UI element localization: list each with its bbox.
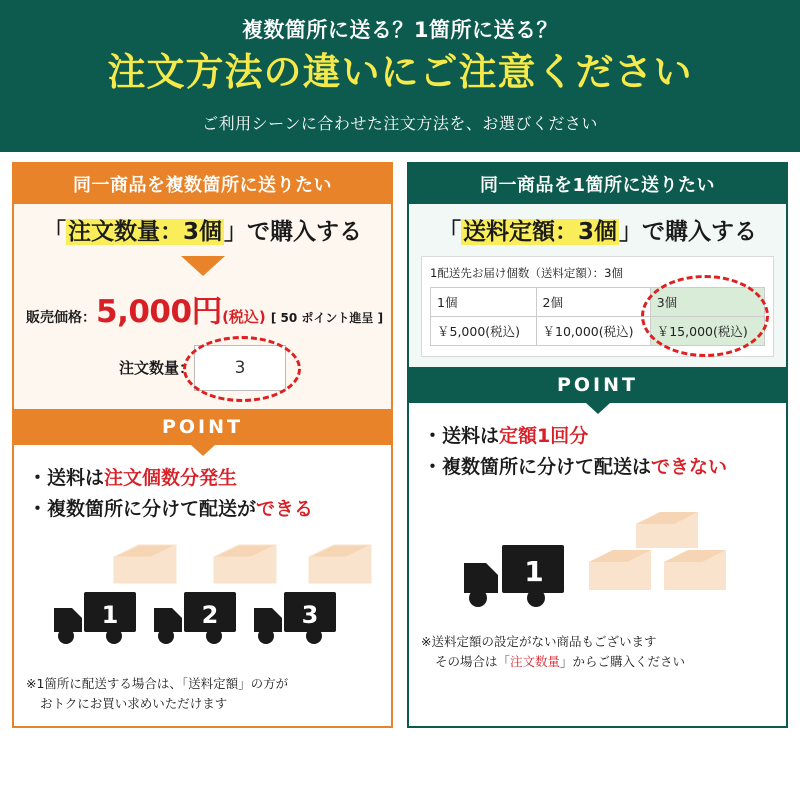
quantity-row <box>26 345 379 391</box>
svg-text:3: 3 <box>301 600 319 629</box>
left-buy-title-pre: 「 <box>42 219 66 245</box>
table-value-cell-selected: ￥15,000(税込) <box>650 316 764 345</box>
right-bullet-1-text: ・送料は <box>423 424 500 447</box>
price-table-caption: 1配送先お届け個数（送料定額）：3個 <box>430 265 623 280</box>
right-bullet-1 <box>423 421 772 452</box>
left-bullet-2-emphasis: できる <box>256 498 314 521</box>
right-bullet-1-emphasis: 定額1回分 <box>499 424 589 447</box>
price-amount: 5,000円 <box>96 293 223 330</box>
arrow-down-icon <box>181 256 225 276</box>
left-buy-title-highlight: 注文数量：3個 <box>67 219 222 245</box>
right-note-line-2-emphasis: 注文数量 <box>510 653 561 669</box>
table-value-cell: ￥10,000(税込) <box>536 316 650 345</box>
left-bullets <box>14 445 391 530</box>
left-card-body <box>14 204 391 409</box>
right-bullets <box>409 403 786 488</box>
left-bullet-2-text: ・複数箇所に分けて配送が <box>28 498 257 521</box>
table-row-values <box>431 316 765 345</box>
price-points-note: [ 50 ポイント進呈 ] <box>270 310 384 325</box>
left-card-header: 同一商品を複数箇所に送りたい <box>14 164 391 204</box>
table-header-cell: 1個 <box>431 287 537 316</box>
right-buy-title-highlight: 送料定額：3個 <box>462 219 617 245</box>
right-card-body <box>409 204 786 367</box>
left-point-band: POINT <box>14 409 391 445</box>
left-price-row <box>26 286 384 331</box>
price-table-wrap <box>421 256 774 357</box>
single-truck-stacked-boxes-icon <box>409 488 786 624</box>
right-bullet-2-text: ・複数箇所に分けて配送は <box>423 456 652 479</box>
header-description: ご利用シーンに合わせた注文方法を、お選びください <box>202 113 598 133</box>
table-header-cell-selected: 3個 <box>650 287 764 316</box>
quantity-value: 3 <box>234 357 246 378</box>
left-bullet-1-emphasis: 注文個数分発生 <box>104 466 238 489</box>
price-tax-note: (税込) <box>222 307 266 326</box>
right-point-band: POINT <box>409 367 786 403</box>
left-note <box>14 666 391 726</box>
right-note-line-2 <box>421 652 774 672</box>
right-note-line-2-pre: その場合は「 <box>435 653 511 669</box>
right-illustration <box>409 488 786 624</box>
right-note-line-2-post: 」からご購入ください <box>560 653 686 669</box>
page-title: 注文方法の違いにご注意ください <box>107 50 693 95</box>
table-header-cell: 2個 <box>536 287 650 316</box>
right-bullet-2 <box>423 452 772 483</box>
table-value-cell: ￥5,000(税込) <box>431 316 537 345</box>
svg-text:1: 1 <box>524 554 544 588</box>
right-buy-title-post: 」で購入する <box>619 219 757 245</box>
left-buy-title <box>26 218 379 248</box>
svg-text:2: 2 <box>201 600 219 629</box>
right-note-line-1: ※送料定額の設定がない商品もございます <box>421 633 657 649</box>
left-bullet-2 <box>28 494 377 525</box>
right-bullet-2-emphasis: できない <box>651 456 728 479</box>
left-illustration <box>14 530 391 666</box>
right-card <box>407 162 788 728</box>
left-buy-title-post: 」で購入する <box>224 219 362 245</box>
left-note-line-2: おトクにお買い求めいただけます <box>40 695 228 711</box>
left-bullet-1 <box>28 463 377 494</box>
right-note <box>409 624 786 684</box>
table-row-headers <box>431 287 765 316</box>
quantity-label: 注文数量： <box>118 359 194 378</box>
left-bullet-1-text: ・送料は <box>28 466 105 489</box>
quantity-input[interactable] <box>194 345 286 391</box>
three-trucks-icon <box>14 530 391 666</box>
left-note-line-1: ※1箇所に配送する場合は、「送料定額」の方が <box>26 675 289 691</box>
right-buy-title-pre: 「 <box>437 219 461 245</box>
columns-container <box>0 152 800 728</box>
left-card <box>12 162 393 728</box>
right-card-header: 同一商品を1箇所に送りたい <box>409 164 786 204</box>
page-header <box>0 0 800 152</box>
price-label: 販売価格： <box>26 309 96 326</box>
price-table <box>430 287 765 346</box>
right-buy-title <box>421 218 774 248</box>
svg-text:1: 1 <box>101 600 119 629</box>
header-subtitle: 複数箇所に送る？1箇所に送る？ <box>241 18 559 42</box>
